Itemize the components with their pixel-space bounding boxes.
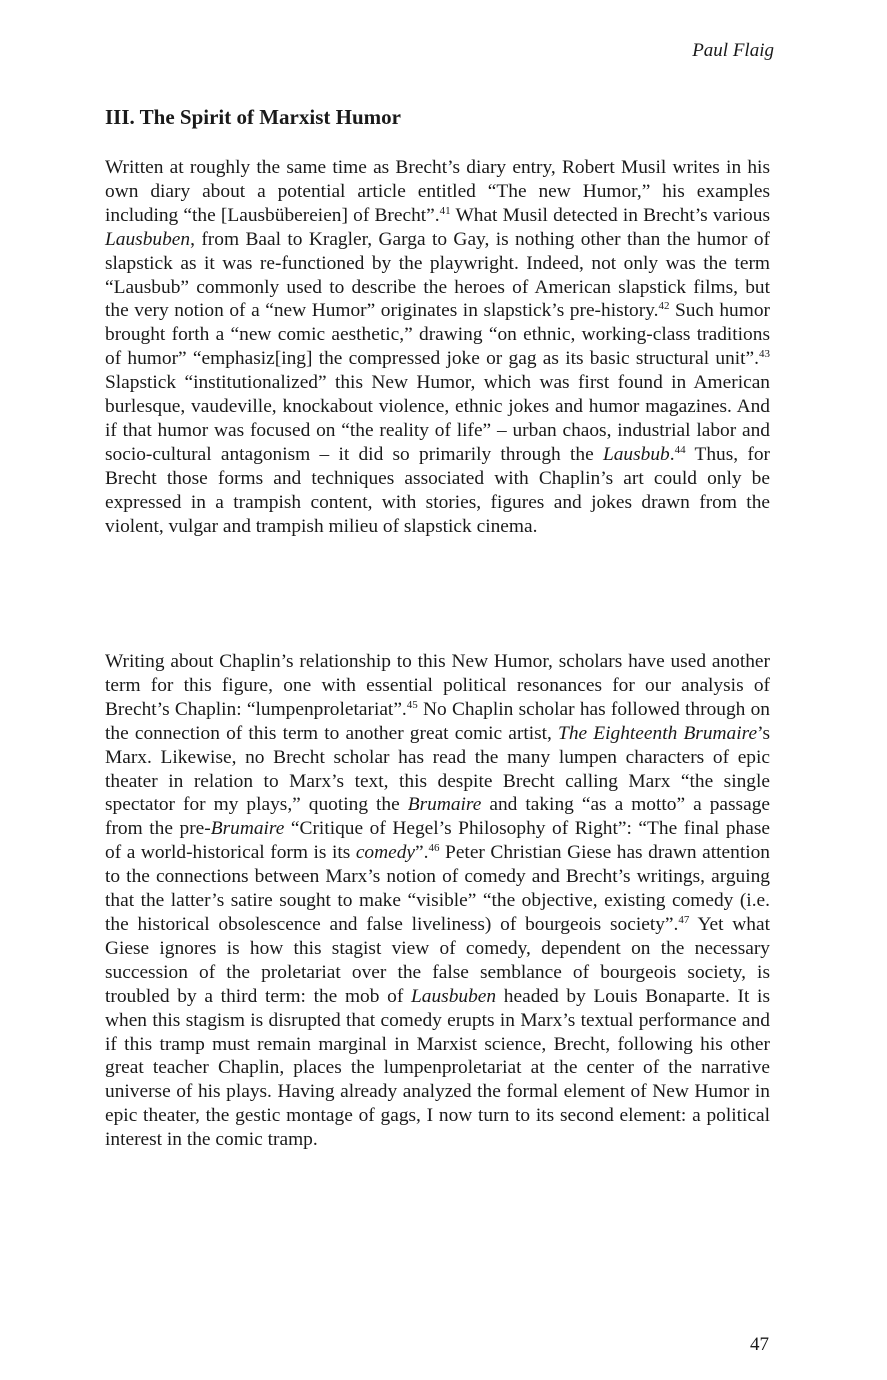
section-heading: III. The Spirit of Marxist Humor xyxy=(105,105,401,129)
text-run: headed by Louis Bonaparte. It is when this stagism is disrupted that comedy erupts in Marx’s textual performance and if this tramp must remain marginal in Marxist science, Brecht, following his other great teacher Chaplin, places the lumpenproletariat at the center of the narrative universe of his plays. Having already analyzed the formal element of New Humor in epic theater, the gestic montage of gags, I now turn to its second element: a political interest in the comic tramp. xyxy=(105,985,770,1151)
text-run: Peter Christian Giese has drawn attention to the connections between Marx’s notion of comedy and Brecht’s writings, arguing that the latter’s satire sought to make “visible” “the objective, existing comedy (i.e. the historical obsolescence and false liveliness) of bourgeois society”. xyxy=(105,842,770,935)
footnote-ref: 42 xyxy=(658,300,670,313)
text-run: What Musil detected in Brecht’s various xyxy=(450,204,770,226)
page-number: 47 xyxy=(750,1334,769,1355)
text-run: Thus, for Brecht those forms and techniques associated with Chaplin’s art could only be expressed in a trampish content, with stories, figures and jokes drawn from the violent, vulgar and trampish milieu of slapstick cinema. xyxy=(105,443,770,537)
text-run: ’s Marx. Likewise, no Brecht scholar has read the many lumpen characters of epic theater in relation to Marx’s text, this despite Brecht calling Marx “the single spectator for my plays,” quoting the xyxy=(105,722,770,816)
italic-text: The Eighteenth Brumaire xyxy=(558,722,758,744)
italic-text: comedy xyxy=(355,842,416,864)
text-run: Slapstick “institutionalized” this New Humor, which was first found in American burlesque, vaudeville, knockabout violence, ethnic jokes and humor magazines. And if that humor was focused on “the reality of life” – urban chaos, industrial labor and socio-cultural antagonism – it did so primarily through the xyxy=(105,372,770,465)
italic-text: Brumaire xyxy=(210,818,285,840)
text-run: Yet what Giese ignores is how this stagist view of comedy, dependent on the necessary succession of the proletariat over the false semblance of bourgeois society, is troubled by a third term: the mob of xyxy=(105,913,770,1007)
running-head: Paul Flaig xyxy=(692,40,774,61)
text-run: , from Baal to Kragler, Garga to Gay, is nothing other than the humor of slapstick as it was re-functioned by the playwright. Indeed, not only was the term “Lausbub” commonly used to describe the heroes of American slapstick films, but the very notion of a “new Humor” originates in slapstick’s pre-history. xyxy=(105,228,770,322)
text-run: Written at roughly the same time as Brecht’s diary entry, Robert Musil writes in his own diary about a potential article entitled “The new Humor,” his examples including “the [Lausbübereien] of Brecht”. xyxy=(105,157,770,226)
text-run: No Chaplin scholar has followed through on the connection of this term to another great comic artist, xyxy=(105,698,771,744)
footnote-ref: 44 xyxy=(674,443,686,456)
italic-text: Lausbuben xyxy=(105,228,191,250)
italic-text: Lausbub xyxy=(602,443,670,465)
text-run: Writing about Chaplin’s relationship to this New Humor, scholars have used another term for this figure, one with essential political resonances for our analysis of Brecht’s Chaplin: “lumpenproletariat”. xyxy=(105,651,770,720)
footnote-ref: 43 xyxy=(759,348,770,361)
italic-text: Lausbuben xyxy=(410,985,497,1007)
footnote-ref: 45 xyxy=(406,698,418,711)
footnote-ref: 41 xyxy=(439,204,451,217)
text-run: and taking “as a motto” a passage from the pre- xyxy=(105,794,770,840)
text-run: Such humor brought forth a “new comic aesthetic,” drawing “on ethnic, working-class traditions of humor” “emphasiz[ing] the compressed joke or gag as its basic structural unit”. xyxy=(105,300,770,370)
footnote-ref: 46 xyxy=(428,842,440,855)
footnote-ref: 47 xyxy=(678,913,690,926)
text-run: ”. xyxy=(415,842,429,864)
body-paragraph xyxy=(105,650,770,1152)
text-run: . xyxy=(669,443,675,465)
text-run: “Critique of Hegel’s Philosophy of Right”: “The final phase of a world-historical form is its xyxy=(105,818,770,864)
italic-text: Brumaire xyxy=(407,794,482,816)
body-paragraph xyxy=(105,156,770,539)
